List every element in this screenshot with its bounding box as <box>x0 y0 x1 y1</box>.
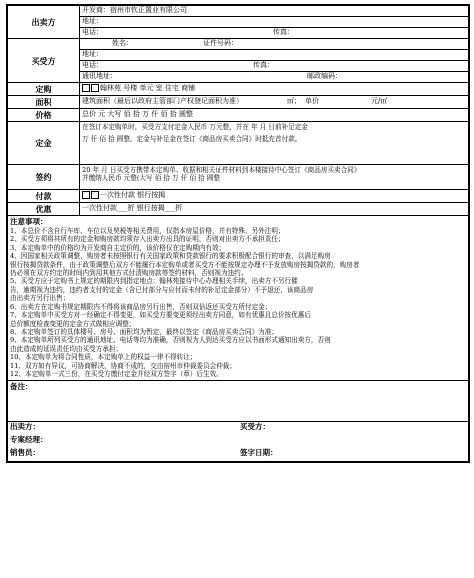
seller-fax: 传真： <box>273 28 294 36</box>
note-item: 4、因国家相关政策调整，购房者未按照银行有关国家政策和贷款银行的要求积极配合银行的审查，以满足购房 <box>10 252 331 261</box>
remarks-row <box>8 380 469 421</box>
buyer-phone: 电话： <box>82 61 103 69</box>
note-item: 12、本定购单一式三份，在买受方缴付定金并经双方签字（章）后生效。 <box>10 370 223 379</box>
signing-label: 签约 <box>8 165 80 190</box>
sign-date: 签字日期： <box>240 447 278 457</box>
note-item: 3、本定购单中的价格均为开发商自主定价的，该价格仅在定购期内有效； <box>10 243 226 252</box>
buyer-phone-fax <box>80 60 468 71</box>
deposit-label: 定金 <box>8 122 80 165</box>
signing-cell <box>80 165 469 190</box>
booking-row <box>8 83 469 96</box>
note-item: 11、双方如有异议，可协商解决，协商不成的，交由宿州市仲裁委员会仲裁； <box>10 361 236 370</box>
buyer-name: 姓名： <box>112 39 133 47</box>
note-item: 告，逾期视为违约，违约者支付的定金（含已付部分与应付而未付的补足定金部分）不予退还，该商品房 <box>10 285 314 294</box>
discount-label: 优惠 <box>8 203 80 216</box>
seller-label: 出卖方 <box>8 6 80 39</box>
deposit-line-2: 万 仟 佰 拾 圆整。定金与补足金在签订《商品房买卖合同》时抵充首付款。 <box>82 135 302 144</box>
signing-row <box>8 165 469 190</box>
note-item: 5、买受方应于定购书上规定的期限内到指定地点：翰林苑接待中心办理相关手续，出卖方不另行催 <box>10 277 298 286</box>
area-cell <box>80 96 469 109</box>
note-item: 总价额度检查变更的定金方式做相应调整； <box>10 319 136 328</box>
booking-checkbox-a[interactable] <box>82 84 90 92</box>
buyer-mail-addr: 通讯地址： <box>82 72 117 80</box>
signature-row <box>8 421 469 461</box>
buyer-signature: 买受方： <box>240 421 270 431</box>
notes-row <box>8 216 469 381</box>
seller-cell <box>80 6 469 39</box>
buyer-label: 买受方 <box>8 39 80 83</box>
seller-phone-fax <box>80 27 468 38</box>
price-label: 价格 <box>8 109 80 122</box>
notes-cell <box>8 216 469 381</box>
buyer-name-id <box>82 39 466 49</box>
note-item: 由出卖方另行出售； <box>10 294 70 303</box>
note-item: 9、本定购单所列买受方的通讯地址、电话等均为准确，否则视为人到达买受方应以书面形式通知出卖方，否则 <box>10 336 331 345</box>
discount-row <box>8 203 469 216</box>
signing-line-2: 并缴纳人民币 元整(大写 佰 拾 万 仟 佰 拾 圆整 <box>82 174 221 183</box>
order-table <box>7 5 469 462</box>
buyer-address: 地址： <box>80 49 468 60</box>
booking-label: 定购 <box>8 83 80 96</box>
buyer-postcode: 邮政编码： <box>307 72 342 80</box>
payment-row <box>8 190 469 203</box>
price-row <box>8 109 469 122</box>
note-item: 银行按揭贷款条件，由于政策调整后双方不能履行本定购单或者买受方不能按规定办理不予发放购房按揭贷款的，购房者 <box>10 260 360 269</box>
discount-text: 一次性付款___折 银行按揭___折 <box>80 203 469 216</box>
buyer-row <box>8 39 469 83</box>
note-item: 8、本定购单签订的具体楼号、房号、面积均为暂定，最终以签定《商品房买卖合同》为准； <box>10 328 278 336</box>
area-label: 面积 <box>8 96 80 109</box>
signature-table <box>8 422 468 461</box>
buyer-fax: 传真： <box>253 61 274 69</box>
booking-cell <box>80 83 469 96</box>
seller-address: 地址： <box>80 16 468 27</box>
price-text: 总价 元 大写 佰 拾 万 仟 佰 拾 圆整 <box>80 109 469 122</box>
note-item: 由此造成的延误责任均由买受方承担； <box>10 344 123 353</box>
seller-developer: 开发商：宿州市钦正置业有限公司 <box>82 6 187 14</box>
area-unit: ㎡； <box>287 97 301 105</box>
manager-signature: 专案经理： <box>10 434 48 444</box>
notes-title: 注意事项： <box>10 217 48 226</box>
note-item: 10、本定购单为将合同性质，本定购单上的权益一律不得转让； <box>10 353 197 362</box>
remarks-label: 备注： <box>10 381 33 391</box>
payment-text: 一次性付款 银行按揭 <box>100 191 166 199</box>
payment-checkbox-b[interactable] <box>91 191 99 199</box>
deposit-cell <box>80 122 469 165</box>
deposit-line-1: 在签订本定购单时，买受方支付定金人民币 万元整，并在 年 月 日前补足定金 <box>82 123 308 131</box>
seller-phone: 电话： <box>82 28 103 36</box>
buyer-mail <box>80 71 468 82</box>
signing-line-1: 20 年 月 日买受方携带本定购单、收据和相关证件材料到本楼接待中心签订《商品房买卖合同》 <box>82 166 361 174</box>
sales-signature: 销售员： <box>10 447 40 457</box>
remarks-cell <box>8 380 469 421</box>
booking-checkbox-b[interactable] <box>91 84 99 92</box>
unit-price-unit: 元/㎡ <box>371 97 388 105</box>
booking-text: 翰林苑 号楼 单元 室 住宅 商铺 <box>100 84 196 92</box>
note-item: 仍必须在双方约定的时间内到用其他方式付清购房款等签约材料，否则视为违约。 <box>10 268 248 277</box>
note-item: 6、出卖方在定购书规定期限内不得将该商品房另行出售，否则双倍返还买受方所付定金； <box>10 302 272 311</box>
payment-label: 付款 <box>8 190 80 203</box>
note-item: 7、本定购单中买受方对一经确定不得变更，如买受方要变更须经出卖方同意，如有优惠且总价按优惠后 <box>10 311 311 320</box>
seller-signature: 出卖方： <box>10 421 40 431</box>
area-row <box>8 96 469 109</box>
note-item: 2、买受方须将其所有的定金和购房款均须存入出卖方出具的证明，否则对出卖方不承担责任； <box>10 235 285 244</box>
deposit-row <box>8 122 469 165</box>
payment-checkbox-a[interactable] <box>82 191 90 199</box>
area-text: 建筑面积（最后以政府主管部门产权登记面积为准） <box>82 97 243 105</box>
note-item: 1、本总价不含自行车库、车位以及契税等相关费用，仅指本房屋价格，并有特殊，另外注明； <box>10 226 285 235</box>
buyer-cell <box>80 39 469 83</box>
unit-price-label: 单价 <box>305 97 319 105</box>
payment-cell <box>80 190 469 203</box>
seller-row <box>8 6 469 39</box>
buyer-id: 证件号码： <box>203 39 238 47</box>
order-form <box>6 4 470 463</box>
signature-cell <box>8 421 469 461</box>
